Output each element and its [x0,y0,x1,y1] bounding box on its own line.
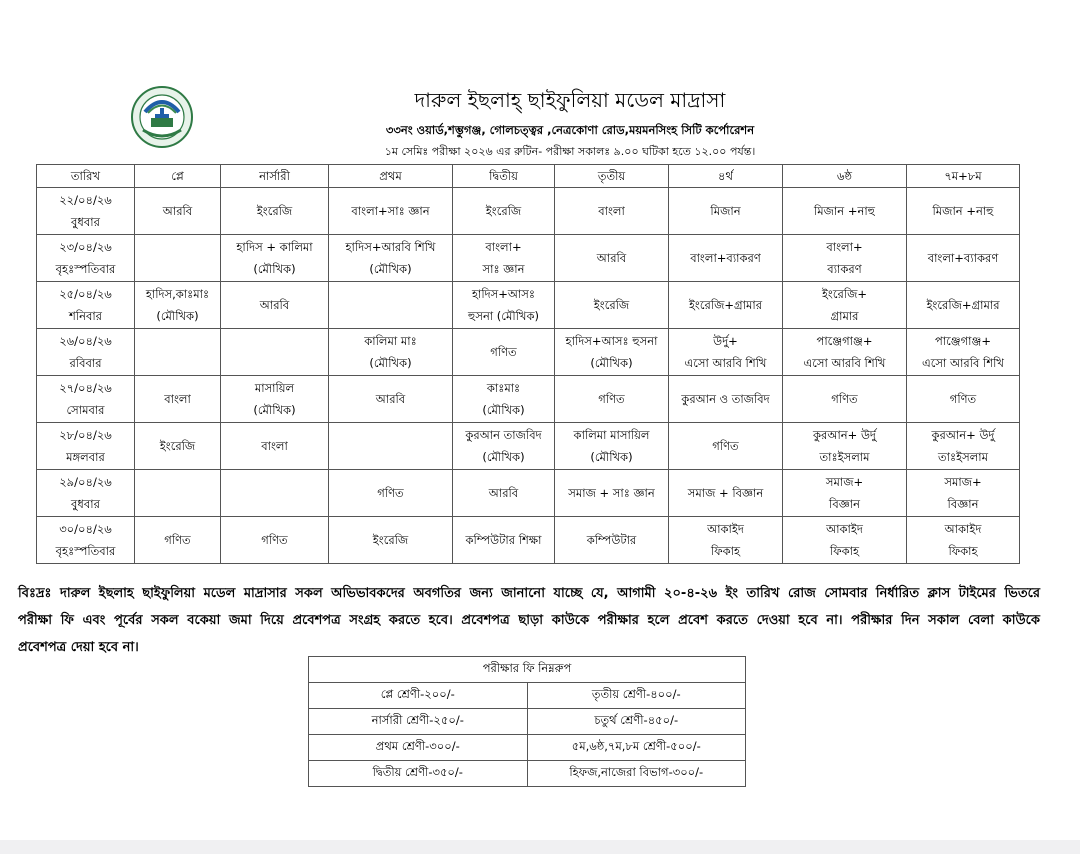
routine-date-cell [37,470,135,517]
subject-cell [669,470,783,517]
subject-note: (মৌখিক) [253,262,296,276]
fee-cell: প্লে শ্রেণী-২০০/- [309,683,528,709]
subject-cell [907,235,1020,282]
subject-cell [783,423,907,470]
subject-cell [453,329,555,376]
subject-name: গণিত [949,392,977,406]
exam-weekday: বুধবার [71,497,100,511]
address-line: ৩৩নং ওয়ার্ড,শম্ভুগঞ্জ, গোলচত্ত্বর ,নেত্রকোণা রোড,ময়মনসিংহ সিটি কর্পোরেশন [385,123,755,137]
subject-name: ইংরেজি [159,439,196,453]
subject-cell [555,329,669,376]
subject-name: মাসায়িল [254,381,295,395]
subject-note: (মৌখিক) [482,450,525,464]
exam-weekday: সোমবার [66,403,105,417]
madrasa-name: দারুল ইছলাহ্ ছাইফুলিয়া মডেল মাদ্রাসা [414,88,726,112]
subject-name: হাদিস+আসঃ [471,287,536,301]
page-title [0,86,1080,119]
subject-note: (মৌখিক) [369,356,412,370]
subject-name: আকাইদ [944,522,982,536]
subject-name: সমাজ+ [825,475,864,489]
subject-cell [783,470,907,517]
subject-cell [555,517,669,564]
routine-row [37,235,1020,282]
col-header-nursery: নার্সারী [221,165,329,188]
subject-cell [907,329,1020,376]
subject-name: গণিত [164,533,191,547]
subject-cell [669,188,783,235]
routine-date-cell [37,423,135,470]
subject-cell [555,470,669,517]
subject-cell [135,282,221,329]
subject-cell [907,423,1020,470]
exam-weekday: বুধবার [71,215,100,229]
subject-cell [555,423,669,470]
subject-name: আরবি [488,486,519,500]
exam-weekday: মঙ্গলবার [66,450,105,464]
subject-name: কুরআন+ উর্দু [813,428,876,442]
subject-note: এসো আরবি শিখি [684,356,767,370]
subject-name: আরবি [596,251,627,265]
subject-name: মিজান +নাহু [814,204,875,218]
fee-row [309,709,746,735]
subject-name: ইংরেজি+ [821,287,868,301]
subject-cell [907,188,1020,235]
routine-date-cell [37,188,135,235]
subject-name: আকাইদ [826,522,863,536]
subject-cell [329,235,453,282]
routine-date-cell [37,235,135,282]
subject-cell [329,470,453,517]
fee-cell: তৃতীয় শ্রেণী-৪০০/- [527,683,746,709]
subject-name: কালিমা মাসায়িল [573,428,650,442]
subject-name: ইংরেজি [372,533,409,547]
subject-cell [329,376,453,423]
subject-cell [329,517,453,564]
routine-body [37,188,1020,564]
subject-cell [135,423,221,470]
subject-name: সমাজ + বিজ্ঞান [687,486,764,500]
subject-name: বাংলা+ব্যাকরণ [927,251,999,265]
subject-cell [221,188,329,235]
subject-cell [669,376,783,423]
subject-note: তাঃইসলাম [819,450,870,464]
subject-cell [783,282,907,329]
routine-row [37,282,1020,329]
col-header-sixth: ৬ষ্ঠ [783,165,907,188]
subject-cell [221,517,329,564]
subject-name: সমাজ + সাঃ জ্ঞান [568,486,655,500]
subject-cell [783,517,907,564]
subject-name: কাঃমাঃ [486,381,521,395]
fee-cell: ৫ম,৬ষ্ঠ,৭ম,৮ম শ্রেণী-৫০০/- [527,735,746,761]
subject-name: মিজান [710,204,741,218]
subject-name: কালিমা মাঃ [364,334,417,348]
subject-cell [135,235,221,282]
subject-cell [907,517,1020,564]
subject-cell [221,282,329,329]
subject-cell [221,235,329,282]
subject-cell [669,423,783,470]
subject-cell [329,282,453,329]
subject-name: বাংলা+ব্যাকরণ [690,251,761,265]
subject-note: (মৌখিক) [482,403,525,417]
subject-name: গণিত [261,533,288,547]
subject-name: গণিত [712,439,739,453]
subject-cell [555,188,669,235]
notice-line-3: প্রবেশপত্র দেয়া হবে না। [18,640,139,655]
subject-note: তাঃইসলাম [938,450,988,464]
subject-cell [453,188,555,235]
exam-date: ২৬/০৪/২৬ [59,334,112,348]
subject-name: কম্পিউটার [586,533,637,547]
subject-cell [221,376,329,423]
subject-note: গ্রামার [830,309,859,323]
exam-date: ২৭/০৪/২৬ [59,381,112,395]
subject-note: ফিকাহ [710,544,741,558]
subject-cell [453,235,555,282]
exam-routine-table [36,164,1020,564]
subject-cell [453,517,555,564]
fee-cell: হিফজ,নাজেরা বিভাগ-৩০০/- [527,761,746,787]
subject-name: আরবি [162,204,193,218]
subject-name: হাদিস+আরবি শিখি [345,240,436,254]
subject-name: গণিত [831,392,858,406]
subject-name: বাংলা+ [826,240,863,254]
subject-name: আরবি [375,392,406,406]
subject-cell [907,376,1020,423]
subject-cell [453,470,555,517]
subject-cell [453,423,555,470]
subject-cell [783,235,907,282]
subject-note: ব্যাকরণ [827,262,862,276]
notice-line-1: বিঃদ্রঃ দারুল ইছলাহ ছাইফুলিয়া মডেল মাদ্রাসার সকল অভিভাবকদের অবগতির জন্য জানানো যাচ্ছে যে, আগামী ২০-৪-২৬ ইং তারিখ রোজ সোমবার নির্ধারিত ক্লাস টাইমের ভিতরে [18,586,1040,601]
subject-note: বিজ্ঞান [829,497,860,511]
subject-cell [453,376,555,423]
routine-date-cell [37,282,135,329]
subject-name: বাংলা [164,392,191,406]
subject-name: বাংলা [261,439,288,453]
subject-note: এসো আরবি শিখি [922,356,1004,370]
subject-name: কুরআন ও তাজবিদ [681,392,770,406]
routine-row [37,329,1020,376]
fee-row [309,683,746,709]
subject-name: হাদিস,কাঃমাঃ [145,287,210,301]
subject-name: কুরআন তাজবিদ [465,428,542,442]
subject-note: এসো আরবি শিখি [803,356,886,370]
routine-row [37,517,1020,564]
subject-name: গণিত [377,486,404,500]
exam-date: ২২/০৪/২৬ [59,193,112,207]
col-header-first: প্রথম [329,165,453,188]
subject-note: ফিকাহ [829,544,860,558]
subject-cell [907,470,1020,517]
subject-name: পাঞ্জেগাঞ্জ+ [935,334,991,348]
subject-name: হাদিস + কালিমা [236,240,313,254]
exam-weekday: শনিবার [68,309,103,323]
subject-name: বাংলা+ [485,240,522,254]
fee-cell: দ্বিতীয় শ্রেণী-৩৫০/- [309,761,528,787]
subject-cell [221,329,329,376]
subject-cell [135,188,221,235]
subject-cell [453,282,555,329]
subject-cell [555,235,669,282]
subject-name: উর্দু+ [713,334,738,348]
subject-cell [669,235,783,282]
subject-name: গণিত [598,392,625,406]
exam-weekday: বৃহঃস্পতিবার [55,544,116,558]
subject-cell [135,329,221,376]
routine-date-cell [37,329,135,376]
exam-date: ২৫/০৪/২৬ [59,287,112,301]
fee-row [309,761,746,787]
subject-name: ইংরেজি+গ্রামার [688,298,763,312]
subject-name: আরবি [259,298,290,312]
exam-weekday: বৃহঃস্পতিবার [55,262,116,276]
col-header-play: প্লে [135,165,221,188]
col-header-date: তারিখ [37,165,135,188]
routine-row [37,423,1020,470]
subject-cell [555,282,669,329]
routine-row [37,188,1020,235]
subject-cell [669,282,783,329]
subject-name: পাঞ্জেগাঞ্জ+ [816,334,873,348]
subject-name: বাংলা+সাঃ জ্ঞান [351,204,430,218]
notice [18,580,1040,661]
subject-note: বিজ্ঞান [947,497,979,511]
subject-cell [907,282,1020,329]
col-header-second: দ্বিতীয় [453,165,555,188]
subject-cell [329,423,453,470]
routine-header-row [37,165,1020,188]
subject-name: বাংলা [598,204,625,218]
subject-note: (মৌখিক) [253,403,296,417]
routine-date-cell [37,517,135,564]
subject-name: ইংরেজি [485,204,522,218]
subject-name: কুরআন+ উর্দু [931,428,995,442]
fee-cell: নার্সারী শ্রেণী-২৫০/- [309,709,528,735]
fee-table-title: পরীক্ষার ফি নিম্নরুপ [309,657,746,683]
subject-cell [669,329,783,376]
subject-name: হাদিস+আসঃ হুসনা [565,334,658,348]
fee-cell: প্রথম শ্রেণী-৩০০/- [309,735,528,761]
subject-name: মিজান +নাহু [932,204,994,218]
notice-line-2: পরীক্ষা ফি এবং পূর্বের সকল বকেয়া জমা দিয়ে প্রবেশপত্র সংগ্রহ করতে হবে। প্রবেশপত্র ছাড়া কাউকে পরীক্ষার হলে প্রবেশ করতে দেওয়া হবে না। পরীক্ষার দিন সকাল বেলা কাউকে [18,613,1040,628]
subject-note: (মৌখিক) [156,309,199,323]
col-header-seventh-eighth: ৭ম+৮ম [907,165,1020,188]
subject-cell [783,329,907,376]
subject-cell [135,517,221,564]
subject-cell [555,376,669,423]
subject-cell [135,470,221,517]
subject-cell [135,376,221,423]
subject-name: ইংরেজি+গ্রামার [926,298,1000,312]
subject-cell [221,470,329,517]
subject-name: ইংরেজি [256,204,293,218]
subject-note: (মৌখিক) [590,356,633,370]
exam-fee-table [308,656,746,787]
exam-date: ২৮/০৪/২৬ [59,428,112,442]
routine-date-cell [37,376,135,423]
exam-weekday: রবিবার [69,356,102,370]
subject-note: হুসনা (মৌখিক) [468,309,539,323]
exam-date: ২৯/০৪/২৬ [59,475,112,489]
subject-note: ফিকাহ [948,544,978,558]
subject-name: সমাজ+ [944,475,982,489]
subject-name: কম্পিউটার শিক্ষা [465,533,542,547]
exam-date: ৩০/০৪/২৬ [59,522,112,536]
fee-title-row [309,657,746,683]
subject-name: ইংরেজি [593,298,630,312]
subject-cell [329,188,453,235]
subject-cell [783,376,907,423]
subject-name: গণিত [490,345,517,359]
subject-cell [669,517,783,564]
bottom-band [0,840,1080,854]
fee-cell: চতুর্থ শ্রেণী-৪৫০/- [527,709,746,735]
routine-info: ১ম সেমিঃ পরীক্ষা ২০২৬ এর রুটিন- পরীক্ষা সকালঃ ৯.০০ ঘটিকা হতে ১২.০০ পর্যন্ত। [384,145,756,158]
subject-cell [329,329,453,376]
routine-row [37,376,1020,423]
subject-cell [783,188,907,235]
routine-row [37,470,1020,517]
exam-date: ২৩/০৪/২৬ [59,240,112,254]
col-header-third: তৃতীয় [555,165,669,188]
subject-note: সাঃ জ্ঞান [482,262,525,276]
subject-note: (মৌখিক) [369,262,412,276]
subject-note: (মৌখিক) [590,450,633,464]
subject-name: আকাইদ [707,522,744,536]
fee-row [309,735,746,761]
col-header-fourth: ৪র্থ [669,165,783,188]
subject-cell [221,423,329,470]
